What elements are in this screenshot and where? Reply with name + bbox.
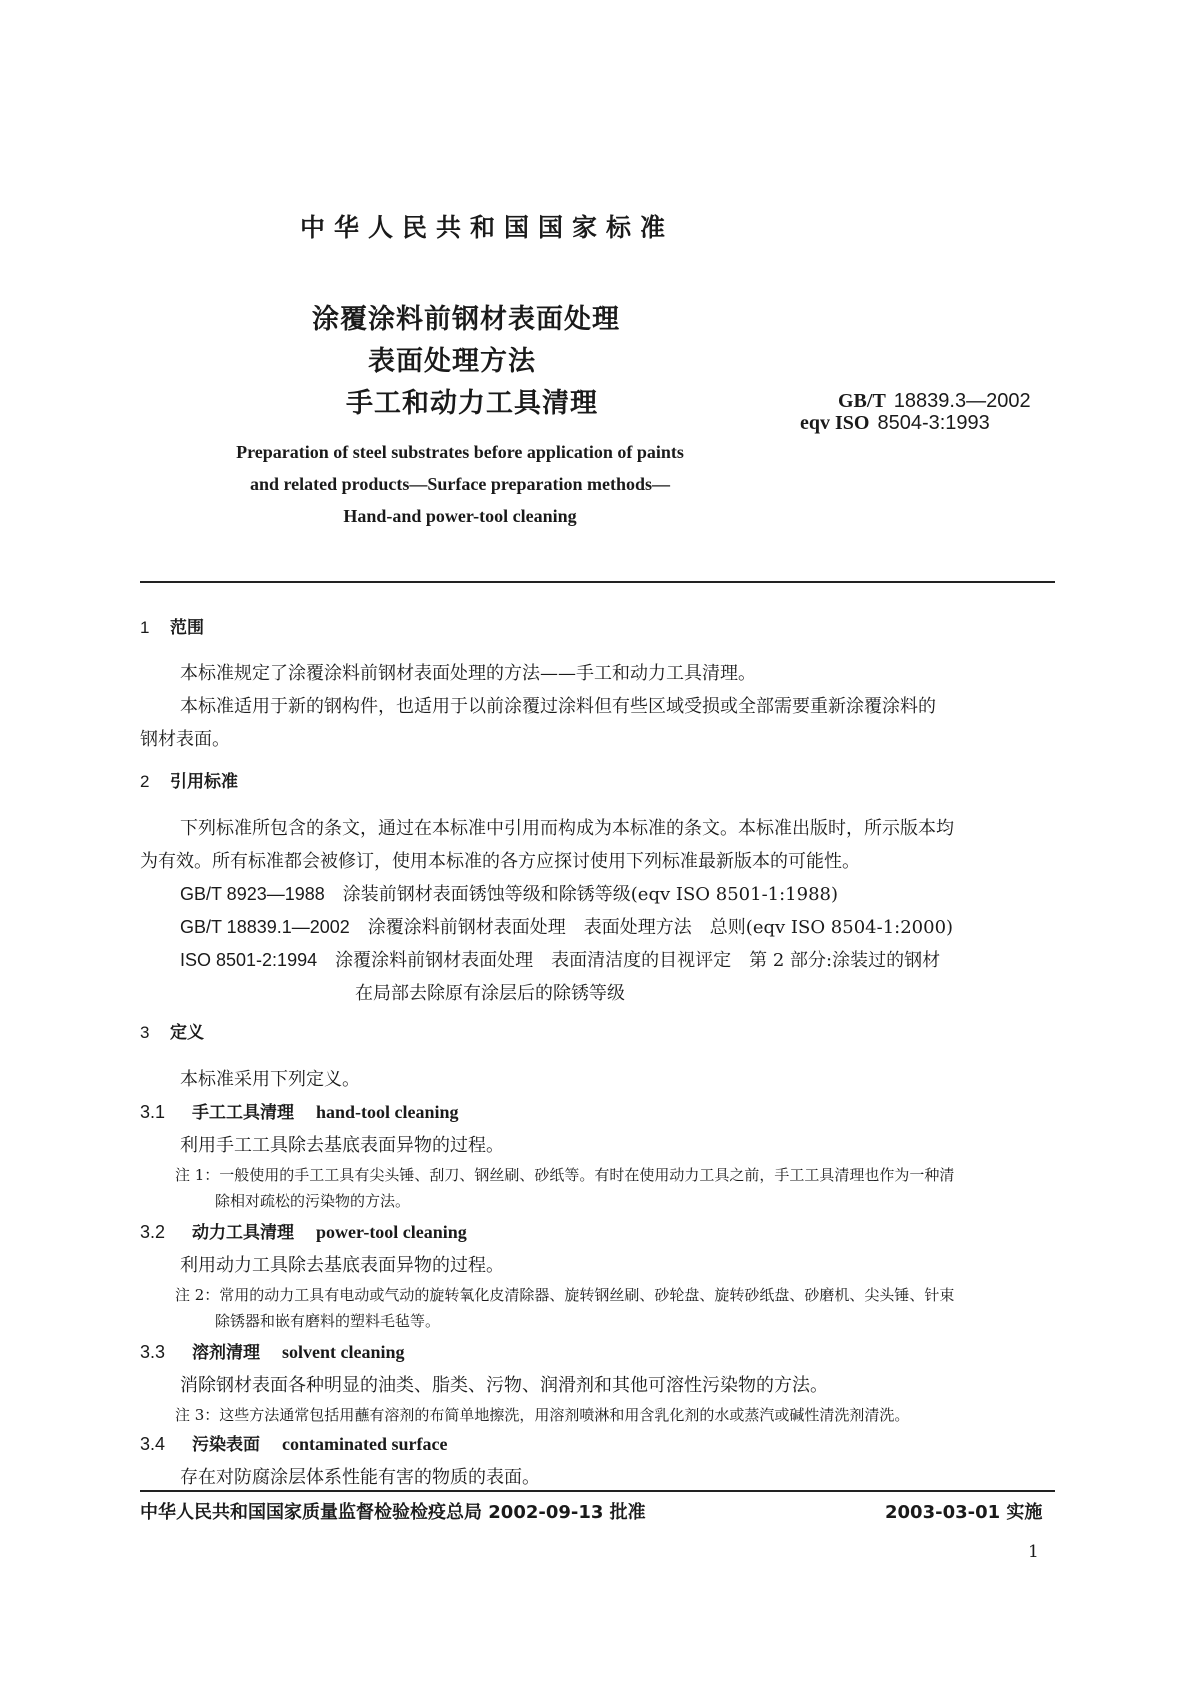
definition-term-en: power-tool cleaning [316, 1222, 467, 1242]
definition-term-zh: 污染表面 [192, 1435, 260, 1455]
definition-text: 消除钢材表面各种明显的油类、脂类、污物、润滑剂和其他可溶性污染物的方法。 [180, 1375, 828, 1396]
section-title: 引用标准 [170, 772, 238, 792]
definition-number: 3.1 [140, 1102, 166, 1122]
note: 注 1：一般使用的手工工具有尖头锤、刮刀、钢丝刷、砂纸等。有时在使用动力工具之前，手工工具清理也作为一种清 [175, 1166, 955, 1184]
section-2-heading [140, 767, 238, 792]
reference-title: 涂装前钢材表面锈蚀等级和除锈等级(eqv ISO 8501-1:1988) [342, 884, 839, 905]
definition-heading [140, 1430, 447, 1455]
national-standard-heading: 中华人民共和国国家标准 [300, 213, 675, 242]
definition-text: 存在对防腐涂层体系性能有害的物质的表面。 [180, 1467, 540, 1488]
definition-term-en: hand-tool cleaning [316, 1102, 459, 1122]
paragraph-continuation: 为有效。所有标准都会被修订，使用本标准的各方应探讨使用下列标准最新版本的可能性。 [140, 851, 860, 872]
section-3-heading [140, 1018, 204, 1043]
definition-term-zh: 溶剂清理 [192, 1343, 260, 1363]
reference-title-continuation: 在局部去除原有涂层后的除锈等级 [355, 983, 625, 1004]
definition-number: 3.2 [140, 1222, 166, 1242]
section-number: 2 [140, 772, 150, 791]
header-divider [140, 581, 1055, 583]
reference-code: ISO 8501-2:1994 [180, 950, 318, 970]
reference-title: 涂覆涂料前钢材表面处理 表面清洁度的目视评定 第 2 部分:涂装过的钢材 [335, 950, 941, 971]
english-title-line-1: Preparation of steel substrates before application of paints [236, 442, 684, 462]
title-line-1: 涂覆涂料前钢材表面处理 [312, 304, 620, 335]
english-title-line-3: Hand-and power-tool cleaning [343, 506, 577, 526]
code-label: GB/T [838, 390, 886, 412]
paragraph: 下列标准所包含的条文，通过在本标准中引用而构成为本标准的条文。本标准出版时，所示版本均 [180, 818, 954, 839]
english-title-line-2: and related products—Surface preparation methods— [249, 474, 670, 494]
page-number: 1 [1028, 1542, 1039, 1562]
standard-code [838, 390, 1031, 413]
reference-item [180, 913, 953, 939]
section-number: 3 [140, 1023, 150, 1042]
definition-text: 利用动力工具除去基底表面异物的过程。 [180, 1255, 504, 1276]
paragraph-continuation: 钢材表面。 [140, 729, 230, 750]
definition-number: 3.4 [140, 1434, 166, 1454]
note: 注 2：常用的动力工具有电动或气动的旋转氧化皮清除器、旋转钢丝刷、砂轮盘、旋转砂纸盘、砂磨机、尖头锤、针束 [175, 1286, 955, 1304]
section-title: 定义 [170, 1023, 204, 1043]
approval-line: 中华人民共和国国家质量监督检验检疫总局 2002-09-13 批准 [140, 1502, 646, 1523]
definition-term-en: solvent cleaning [282, 1342, 405, 1362]
title-line-2: 表面处理方法 [368, 346, 536, 377]
definition-term-en: contaminated surface [282, 1434, 448, 1454]
definition-heading [140, 1098, 459, 1123]
title-line-3: 手工和动力工具清理 [346, 388, 598, 419]
equivalent-code [800, 412, 990, 435]
eqv-value: 8504-3:1993 [877, 412, 990, 434]
paragraph: 本标准适用于新的钢构件，也适用于以前涂覆过涂料但有些区域受损或全部需要重新涂覆涂料的 [180, 696, 936, 717]
code-value: 18839.3—2002 [893, 390, 1031, 412]
footer-divider [140, 1490, 1055, 1492]
note-continuation: 除锈器和嵌有磨料的塑料毛毡等。 [215, 1312, 441, 1330]
reference-item [180, 880, 838, 906]
section-1-heading [140, 613, 204, 638]
definition-number: 3.3 [140, 1342, 166, 1362]
reference-title: 涂覆涂料前钢材表面处理 表面处理方法 总则(eqv ISO 8504-1:2000) [367, 917, 954, 938]
section-number: 1 [140, 618, 150, 637]
definition-term-zh: 动力工具清理 [192, 1223, 294, 1243]
definition-text: 利用手工工具除去基底表面异物的过程。 [180, 1135, 504, 1156]
reference-code: GB/T 8923—1988 [180, 884, 325, 904]
definition-heading [140, 1338, 405, 1363]
note-continuation: 除相对疏松的污染物的方法。 [215, 1192, 411, 1210]
definition-heading [140, 1218, 467, 1243]
definition-term-zh: 手工工具清理 [192, 1103, 294, 1123]
section-title: 范围 [170, 618, 204, 638]
paragraph: 本标准采用下列定义。 [180, 1069, 360, 1090]
reference-code: GB/T 18839.1—2002 [180, 917, 350, 937]
eqv-label: eqv ISO [800, 412, 870, 434]
paragraph: 本标准规定了涂覆涂料前钢材表面处理的方法——手工和动力工具清理。 [180, 663, 756, 684]
reference-item [180, 946, 940, 972]
implementation-date: 2003-03-01 实施 [885, 1502, 1043, 1523]
note: 注 3：这些方法通常包括用蘸有溶剂的布简单地擦洗，用溶剂喷淋和用含乳化剂的水或蒸汽或碱性清洗剂清洗。 [175, 1406, 910, 1424]
